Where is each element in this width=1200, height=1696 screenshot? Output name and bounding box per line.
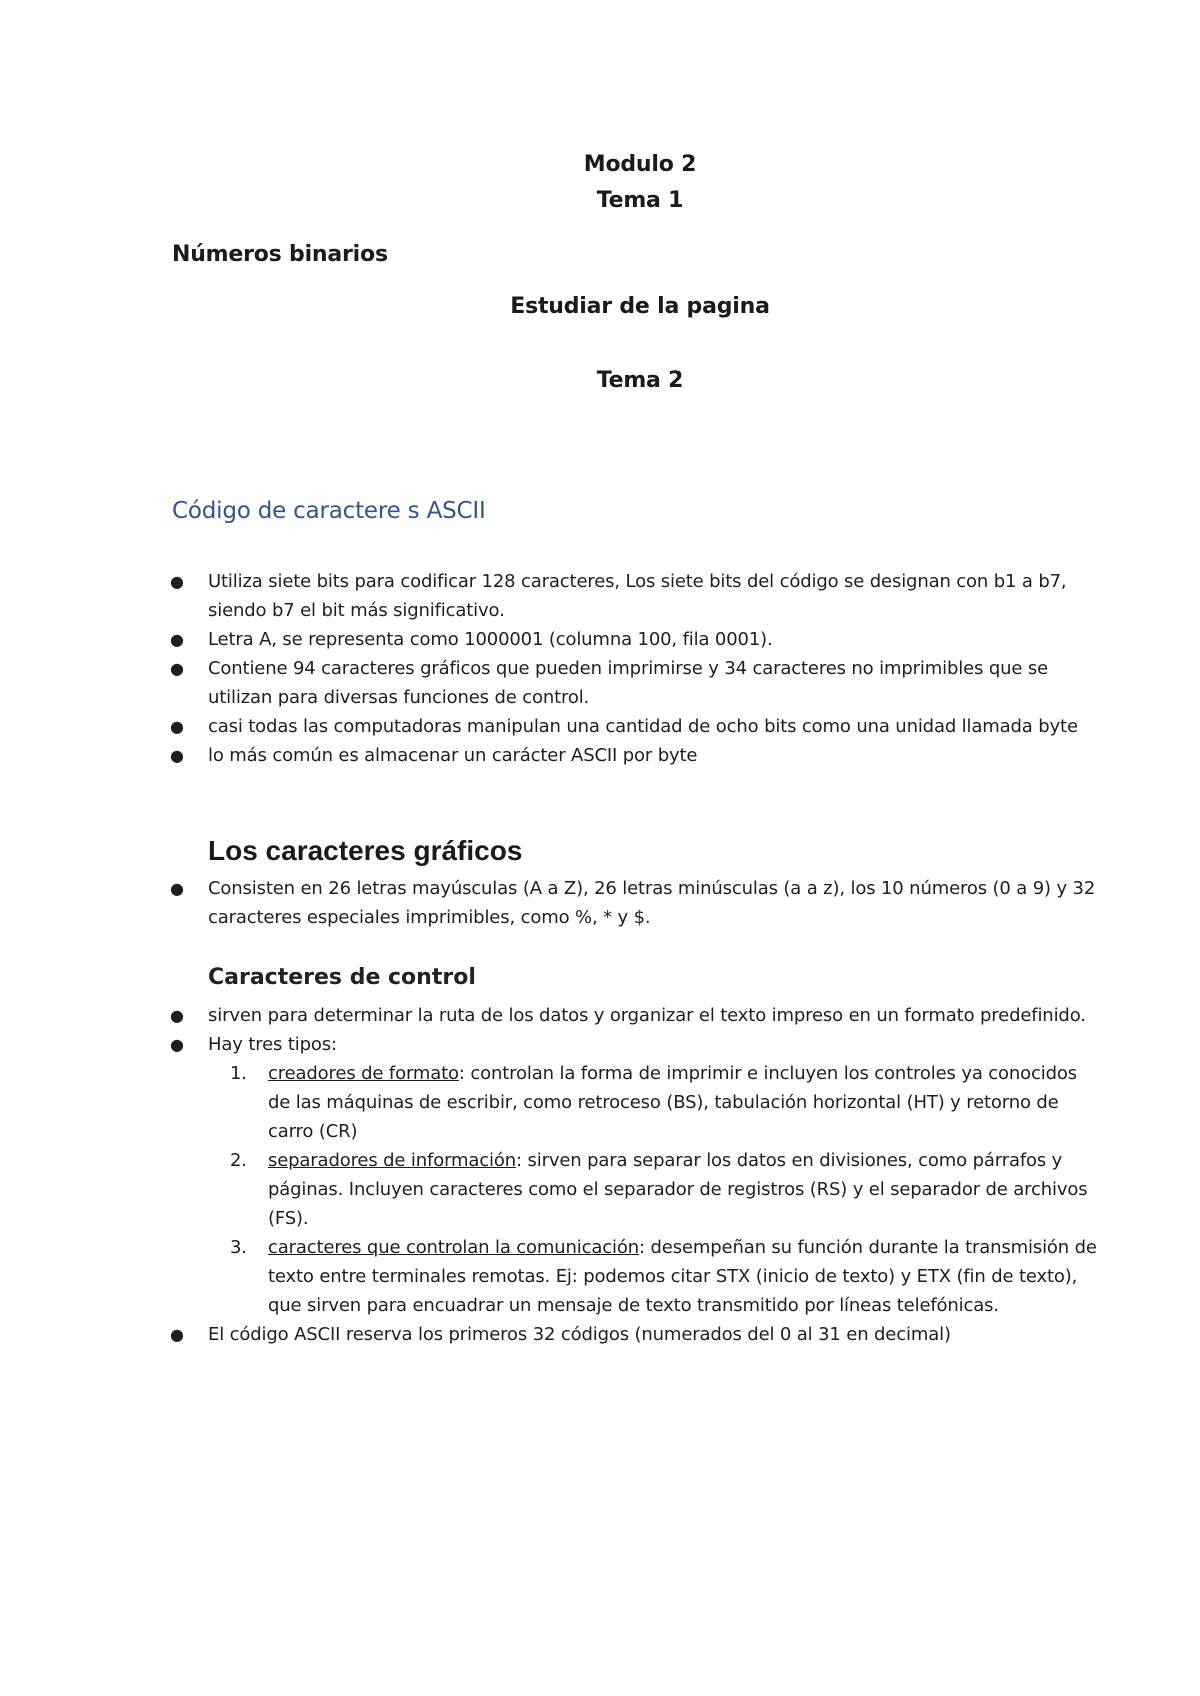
item-term: separadores de información <box>268 1150 517 1171</box>
list-item-text: Utiliza siete bits para codificar 128 caracteres, Los siete bits del código se designan con b1 a b7, siendo b7 el bit más significativo. <box>208 571 1067 621</box>
list-item <box>170 874 1108 932</box>
binary-numbers-heading: Números binarios <box>172 242 388 267</box>
bullet-icon: ● <box>170 717 184 736</box>
control-characters-heading: Caracteres de control <box>208 965 476 990</box>
list-item-text: Letra A, se representa como 1000001 (columna 100, fila 0001). <box>208 629 773 650</box>
numbered-item <box>170 1059 1098 1146</box>
numbered-item <box>170 1233 1098 1320</box>
item-term: caracteres que controlan la comunicación <box>268 1237 640 1258</box>
topic-2-title: Tema 2 <box>596 368 684 393</box>
graphic-characters-heading: Los caracteres gráficos <box>208 835 523 866</box>
item-description: : sirven para separar los datos en divisiones, como párrafos y páginas. Incluyen caracteres como el separador de registros (RS) y el separador de archivos (FS). <box>268 1150 1088 1229</box>
bullet-icon: ● <box>170 879 184 898</box>
list-item <box>170 741 1108 770</box>
list-item-text: sirven para determinar la ruta de los datos y organizar el texto impreso en un formato predefinido. <box>208 1005 1086 1026</box>
ascii-bullet-list <box>170 567 1108 770</box>
list-item <box>170 1001 1108 1030</box>
item-term: creadores de formato <box>268 1063 459 1084</box>
list-item <box>170 712 1108 741</box>
numbered-item <box>170 1146 1098 1233</box>
item-description: : controlan la forma de imprimir e incluyen los controles ya conocidos de las máquinas de escribir, como retroceso (BS), tabulación horizontal (HT) y retorno de carro (CR) <box>268 1063 1077 1142</box>
list-item <box>170 567 1108 625</box>
list-item <box>170 1030 1108 1320</box>
list-item-text: casi todas las computadoras manipulan una cantidad de ocho bits como una unidad llamada byte <box>208 716 1078 737</box>
ascii-heading: Código de caractere s ASCII <box>172 498 486 524</box>
list-item <box>170 654 1108 712</box>
list-item-text: Contiene 94 caracteres gráficos que pueden imprimirse y 34 caracteres no imprimibles que se utilizan para diversas funciones de control. <box>208 658 1048 708</box>
list-item <box>170 625 1108 654</box>
item-number: 2. <box>230 1150 247 1171</box>
bullet-icon: ● <box>170 1325 184 1344</box>
item-number: 3. <box>230 1237 247 1258</box>
control-bullet-list <box>170 1001 1108 1349</box>
bullet-icon: ● <box>170 572 184 591</box>
control-types-list <box>208 1059 1108 1320</box>
bullet-icon: ● <box>170 746 184 765</box>
list-item-text: lo más común es almacenar un carácter ASCII por byte <box>208 745 698 766</box>
bullet-icon: ● <box>170 659 184 678</box>
module-title: Modulo 2 <box>583 152 697 177</box>
item-number: 1. <box>230 1063 247 1084</box>
bullet-icon: ● <box>170 1006 184 1025</box>
study-note: Estudiar de la pagina <box>510 294 770 319</box>
graphic-bullet-list <box>170 874 1108 932</box>
bullet-icon: ● <box>170 630 184 649</box>
list-item <box>170 1320 1108 1349</box>
topic-1-title: Tema 1 <box>596 188 684 213</box>
bullet-icon: ● <box>170 1035 184 1054</box>
list-item-text: Consisten en 26 letras mayúsculas (A a Z), 26 letras minúsculas (a a z), los 10 números (0 a 9) y 32 caracteres especiales imprimibles, como %, * y $. <box>208 878 1096 928</box>
item-description: : desempeñan su función durante la transmisión de texto entre terminales remotas. Ej: podemos citar STX (inicio de texto) y ETX (fin de texto), que sirven para encuadrar un mensaje de texto transmitido por líneas telefónicas. <box>268 1237 1097 1316</box>
list-item-text: Hay tres tipos: <box>208 1034 337 1055</box>
list-item-text: El código ASCII reserva los primeros 32 códigos (numerados del 0 al 31 en decimal) <box>208 1324 951 1345</box>
